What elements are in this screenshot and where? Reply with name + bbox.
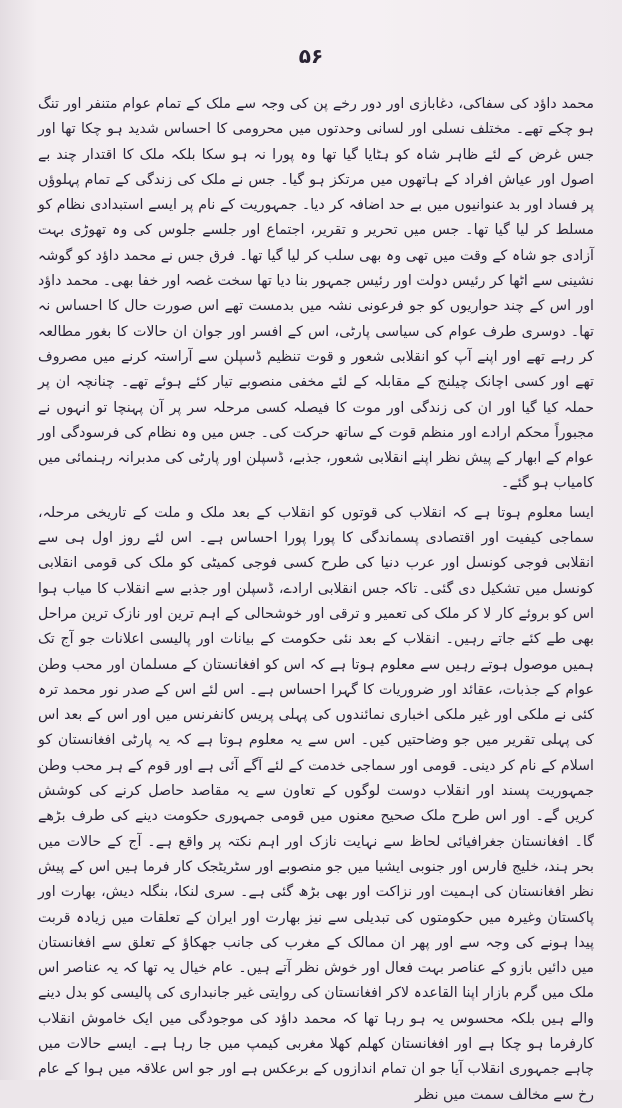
page-number: ۵۶ bbox=[298, 44, 324, 68]
paragraph-2: ایسا معلوم ہوتا ہے کہ انقلاب کی قوتوں کو انقلاب کے بعد ملک و ملت کے تاریخی مرحلہ، سماجی کیفیت اور اقتصادی پسماندگی کا پورا پورا احساس ہے۔ اس لئے روز اول ہی سے انقلابی فوجی کونسل اور عرب دنیا کی طرح کسی فوجی کمیٹی کو ملک کی قومی انقلابی کونسل میں تشکیل دی گئی۔ تاکہ جس انقلابی ارادے، ڈسپلن اور جذبے سے انقلاب کا میاب ہوا اس کو بروئے کار لا کر ملک کی تعمیر و ترقی اور خوشحالی کے اہم ترین اور نازک ترین مراحل بھی طے کئے جاتے رہیں۔ انقلاب کے بعد نئی حکومت کے بیانات اور پالیسی اعلانات جو آج تک ہمیں موصول ہوتے رہیں سے معلوم ہوتا ہے کہ اس کو افغانستان کے مسلمان اور محب وطن عوام کے جذبات، عقائد اور ضروریات کا گہرا احساس ہے۔ اس لئے اس کے صدر نور محمد ترہ کئی نے ملکی اور غیر ملکی اخباری نمائندوں کی پہلی پریس کانفرنس میں اور اس کے بعد اس کی پہلی تقریر میں جو وضاحتیں کیں۔ اس سے یہ معلوم ہوتا ہے کہ یہ پارٹی افغانستان کو اسلام کے نام کر دینی۔ قومی اور سماجی خدمت کے لئے آگے آئی ہے اور قوم کے ہر محب وطن جمہوریت پسند اور انقلاب دوست لوگوں کے تعاون سے یہ مقاصد حاصل کرنے کی کوشش کریں گے۔ اور اس طرح ملک صحیح معنوں میں قومی جمہوری حکومت دینے کی طرف بڑھے گا۔ افغانستان جغرافیائی لحاظ سے نہایت نازک اور اہم نکتہ پر واقع ہے۔ آج کے حالات میں بحر ہند، خلیج فارس اور جنوبی ایشیا میں جو منصوبے اور سٹریٹجک کار فرما ہیں اس کے پیش نظر افغانستان کی اہمیت اور نزاکت اور بھی بڑھ گئی ہے۔ سری لنکا، بنگلہ دیش، بھارت اور پاکستان وغیرہ میں حکومتوں کی تبدیلی سے نیز بھارت اور ایران کے تعلقات میں زیادہ قربت پیدا ہونے کی وجہ سے اور پھر ان ممالک کے مغرب کی جانب جھکاؤ کے تعلق سے افغانستان میں دائیں بازو کے عناصر بہت فعال اور خوش نظر آتے ہیں۔ عام خیال یہ تھا کہ یہ عناصر اس ملک میں گرم بازار اپنا القاعدہ لاکر افغانستان کی روایتی غیر جانبداری کی پالیسی کو بدل دینے والے ہیں بلکہ محسوس یہ ہو رہا تھا کہ محمد داؤد کی موجودگی میں ایک خاموش انقلاب کارفرما ہو چکا ہے اور افغانستان کھلم کھلا مغربی کیمپ میں جا رہا ہے۔ ایسے حالات میں چاہے جمہوری انقلاب آیا جو ان تمام اندازوں کے برعکس ہے اور جو اس علاقہ میں ہوا کے عام رخ سے مخالف سمت میں نظر bbox=[38, 504, 594, 1103]
paragraph-1: محمد داؤد کی سفاکی، دغابازی اور دور رخے پن کی وجہ سے ملک کے تمام عوام متنفر اور تنگ ہو چکے تھے۔ مختلف نسلی اور لسانی وحدتوں میں محرومی کا احساس شدید ہو چکا تھا اور جس غرض کے لئے ظاہر شاہ کو ہٹایا گیا تھا وہ پورا نہ ہو سکا بلکہ ملک کا اقتدار چند بے اصول اور عیاش افراد کے ہاتھوں میں مرتکز ہو گیا۔ جس نے ملک کی زندگی کے تمام پہلوؤں پر فساد اور بد عنوانیوں میں بے حد اضافہ کر دیا۔ جمہوریت کے نام پر ایسے استبدادی نظام کو مسلط کر لیا گیا تھا۔ جس میں تحریر و تقریر، اجتماع اور جلسے جلوس کی وہ تھوڑی بہت آزادی جو شاہ کے وقت میں تھی وہ بھی سلب کر لیا گیا تھا۔ فرق جس نے محمد داؤد کو گوشہ نشینی سے اٹھا کر رئیس دولت اور رئیس جمہور بنا دیا تھا سخت غصہ اور خفا بھی۔ محمد داؤد اور اس کے چند حواریوں کو جو فرعونی نشہ میں بدمست تھے اس صورت حال کا احساس نہ تھا۔ دوسری طرف عوام کی سیاسی پارٹی، اس کے افسر اور جوان ان حالات کا بغور مطالعہ کر رہے تھے اور اپنے آپ کو انقلابی شعور و قوت تنظیم ڈسپلن سے آراستہ کرنے میں مصروف تھے اور کسی اچانک چیلنج کے مقابلہ کے لئے مخفی منصوبے تیار کئے ہوئے تھے۔ چنانچہ ان پر حملہ کیا گیا اور ان کی زندگی اور موت کا فیصلہ کسی مرحلہ سر پر آن پہنچا تو انہوں نے مجبوراً محکم ارادے اور منظم قوت کے ساتھ حرکت کی۔ جس میں وہ نظام کی فرسودگی اور عوام کے ابھار کے پیش نظر اپنے انقلابی شعور، جذبے، ڈسپلن اور پارٹی کی مدبرانہ رہنمائی میں کامیاب ہو گئے۔ bbox=[38, 96, 594, 492]
body-text bbox=[38, 92, 594, 1108]
